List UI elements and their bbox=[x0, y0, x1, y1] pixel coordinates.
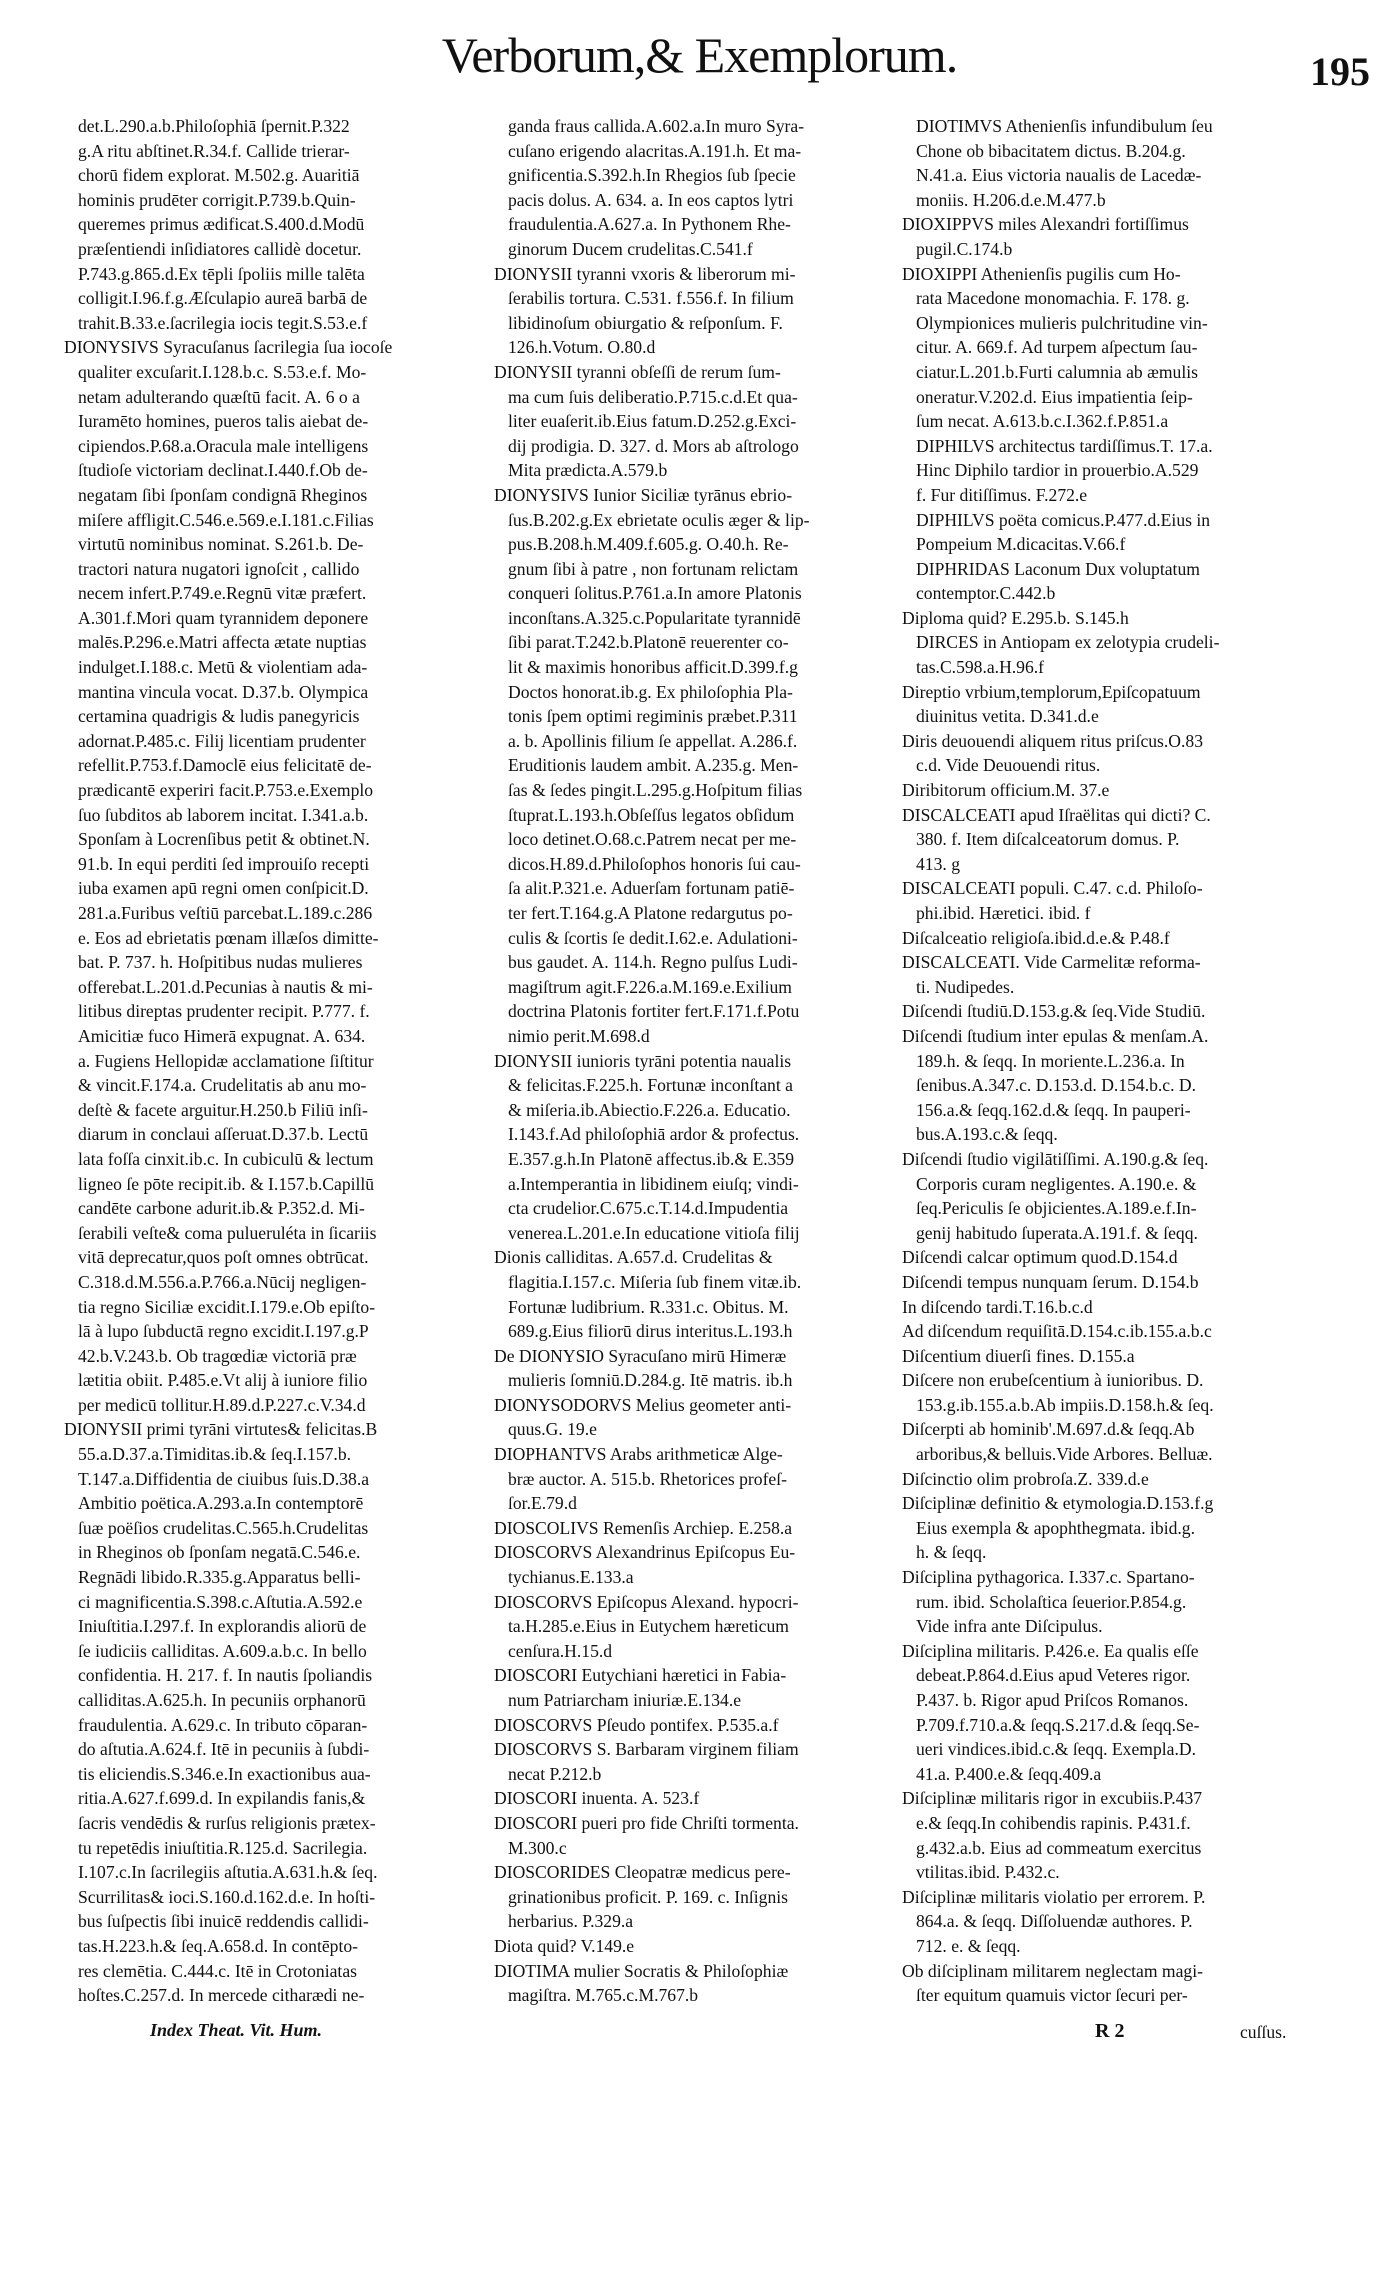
index-line: ſeq.Periculis ſe objicientes.A.189.e.f.In- bbox=[916, 1198, 1197, 1219]
index-line: g.432.a.b. Eius ad commeatum exercitus bbox=[916, 1837, 1202, 1858]
index-line: DIOTIMA mulier Socratis & Philoſophiæ bbox=[494, 1960, 789, 1981]
index-line: chorū fidem explorat. M.502.g. Auaritiā bbox=[78, 165, 360, 186]
index-line: rata Macedone monomachia. F. 178. g. bbox=[916, 288, 1190, 309]
index-line: ma cum ſuis deliberatio.P.715.c.d.Et qua- bbox=[508, 386, 798, 407]
index-line: DIOSCORIDES Cleopatræ medicus pere- bbox=[494, 1862, 791, 1883]
index-line: N.41.a. Eius victoria naualis de Lacedæ- bbox=[916, 165, 1202, 186]
index-line: iuba examen apū regni omen conſpicit.D. bbox=[78, 878, 369, 899]
index-line: mantina vincula vocat. D.37.b. Olympica bbox=[78, 681, 369, 702]
running-head-title: Verborum,& Exemplorum. bbox=[441, 27, 958, 83]
index-line: litibus direptas prudenter recipit. P.777. f. bbox=[78, 1001, 370, 1022]
index-line: inconſtans.A.325.c.Popularitate tyrannidē bbox=[508, 607, 801, 628]
catchword: cuſſus. bbox=[1240, 2022, 1287, 2042]
index-line: ginorum Ducem crudelitas.C.541.f bbox=[508, 238, 753, 259]
index-line: tu repetēdis iniuſtitia.R.125.d. Sacrilegia. bbox=[78, 1837, 368, 1858]
index-line: quus.G. 19.e bbox=[508, 1419, 597, 1440]
index-line: diarum in conclaui aſſeruat.D.37.b. Lectū bbox=[78, 1124, 369, 1145]
index-line: DIOSCORVS Alexandrinus Epiſcopus Eu- bbox=[494, 1542, 796, 1563]
index-line: lit & maximis honoribus afficit.D.399.f.g bbox=[508, 657, 798, 678]
index-line: qualiter excuſarit.I.128.b.c. S.53.e.f. Mo- bbox=[78, 361, 367, 382]
index-line: DIOTIMVS Athenienſis infundibulum ſeu bbox=[916, 116, 1213, 136]
index-line: tas.H.223.h.& ſeq.A.658.d. In contēpto- bbox=[78, 1935, 358, 1956]
index-line: Scurrilitas& ioci.S.160.d.162.d.e. In hoſti- bbox=[78, 1886, 376, 1907]
index-line: libidinoſum obiurgatio & reſponſum. F. bbox=[508, 312, 783, 333]
index-line: pugil.C.174.b bbox=[916, 238, 1013, 259]
index-line: arboribus,& belluis.Vide Arbores. Belluæ. bbox=[916, 1444, 1213, 1465]
index-line: bræ auctor. A. 515.b. Rhetorices profeſ- bbox=[508, 1468, 787, 1489]
index-line: e.& ſeqq.In cohibendis rapinis. P.431.f. bbox=[916, 1812, 1191, 1833]
index-line: Dionis calliditas. A.657.d. Crudelitas & bbox=[494, 1247, 773, 1268]
index-line: ritia.A.627.f.699.d. In expilandis fanis,& bbox=[78, 1788, 366, 1809]
index-line: ti. Nudipedes. bbox=[916, 976, 1015, 997]
index-line: oneratur.V.202.d. Eius impatientia ſeip- bbox=[916, 386, 1193, 407]
index-line: tis eliciendis.S.346.e.In exactionibus aua- bbox=[78, 1763, 371, 1784]
index-line: hoſtes.C.257.d. In mercede citharædi ne- bbox=[78, 1985, 365, 2006]
index-line: In diſcendo tardi.T.16.b.c.d bbox=[902, 1296, 1093, 1317]
index-line: Ad diſcendum requiſitā.D.154.c.ib.155.a.b.c bbox=[902, 1321, 1212, 1342]
index-line: Eius exempla & apophthegmata. ibid.g. bbox=[916, 1517, 1195, 1538]
index-line: DIOSCORVS Pſeudo pontifex. P.535.a.f bbox=[494, 1714, 779, 1735]
index-line: venerea.L.201.e.In educatione vitioſa filij bbox=[508, 1222, 800, 1243]
index-line: c.d. Vide Deuouendi ritus. bbox=[916, 755, 1101, 776]
index-line: rum. ibid. Scholaſtica ſeuerior.P.854.g. bbox=[916, 1591, 1187, 1612]
index-line: nimio perit.M.698.d bbox=[508, 1025, 650, 1046]
index-line: ligneo ſe pōte recipit.ib. & I.157.b.Capillū bbox=[78, 1173, 375, 1194]
index-line: Iniuſtitia.I.297.f. In explorandis aliorū de bbox=[78, 1616, 367, 1637]
index-line: Diſcendi ſtudium inter epulas & menſam.A. bbox=[902, 1025, 1209, 1046]
index-line: ſa alit.P.321.e. Aduerſam fortunam patiē- bbox=[508, 878, 795, 899]
index-line: DIOXIPPVS miles Alexandri fortiſſimus bbox=[902, 214, 1189, 235]
index-line: DISCALCEATI populi. C.47. c.d. Philoſo- bbox=[902, 878, 1203, 899]
index-line: 153.g.ib.155.a.b.Ab impiis.D.158.h.& ſeq. bbox=[916, 1394, 1214, 1415]
index-line: mulieris ſomniū.D.284.g. Itē matris. ib.h bbox=[508, 1370, 793, 1391]
index-line: præſentiendi inſidiatores callidè docetur. bbox=[78, 238, 362, 259]
index-line: Doctos honorat.ib.g. Ex philoſophia Pla- bbox=[508, 681, 793, 702]
index-line: lā à lupo ſubductā regno excidit.I.197.g.P bbox=[78, 1321, 369, 1342]
index-line: indulget.I.188.c. Metū & violentiam ada- bbox=[78, 657, 368, 678]
index-line: h. & ſeqq. bbox=[916, 1542, 987, 1563]
index-line: ſor.E.79.d bbox=[508, 1493, 577, 1514]
index-line: ciatur.L.201.b.Furti calumnia ab æmulis bbox=[916, 361, 1198, 382]
index-line: cenſura.H.15.d bbox=[508, 1640, 613, 1661]
index-line: I.107.c.In ſacrilegiis aſtutia.A.631.h.& ſeq. bbox=[78, 1862, 378, 1883]
index-line: Sponſam à Locrenſibus petit & obtinet.N. bbox=[78, 829, 370, 850]
index-line: I.143.f.Ad philoſophiā ardor & profectus. bbox=[508, 1124, 800, 1145]
index-line: refellit.P.753.f.Damoclē eius felicitatē de- bbox=[78, 755, 372, 776]
index-line: Corporis curam negligentes. A.190.e. & bbox=[916, 1173, 1197, 1194]
index-line: DIONYSIVS Syracuſanus ſacrilegia ſua iocoſe bbox=[64, 337, 393, 358]
index-line: ſerabili veſte& coma pulueruléta in ſicariis bbox=[78, 1222, 377, 1243]
page-number: 195 bbox=[1310, 49, 1370, 94]
index-line: & vincit.F.174.a. Crudelitatis ab anu mo- bbox=[78, 1075, 367, 1096]
index-line: ſe iudiciis calliditas. A.609.a.b.c. In bello bbox=[78, 1640, 367, 1661]
index-line: phi.ibid. Hæretici. ibid. f bbox=[916, 903, 1091, 923]
index-line: 281.a.Furibus veſtiū parcebat.L.189.c.286 bbox=[78, 903, 373, 923]
index-line: necem infert.P.749.e.Regnū vitæ præfert. bbox=[78, 583, 367, 604]
index-line: magiſtra. M.765.c.M.767.b bbox=[508, 1985, 699, 2006]
index-line: DIOXIPPI Athenienſis pugilis cum Ho- bbox=[902, 263, 1181, 284]
index-line: & felicitas.F.225.h. Fortunæ inconſtant a bbox=[508, 1075, 793, 1096]
index-line: DIOSCOLIVS Remenſis Archiep. E.258.a bbox=[494, 1517, 793, 1538]
index-line: ſuo ſubditos ab laborem incitat. I.341.a.b. bbox=[78, 804, 369, 825]
index-line: miſere affligit.C.546.e.569.e.I.181.c.Filias bbox=[78, 509, 374, 530]
signature-mark: R 2 bbox=[1095, 2020, 1125, 2042]
index-line: DIONYSII iunioris tyrāni potentia naualis bbox=[494, 1050, 792, 1071]
index-line: e. Eos ad ebrietatis pœnam illæſos dimitte- bbox=[78, 927, 379, 948]
index-line: Ob diſciplinam militarem neglectam magi- bbox=[902, 1960, 1203, 1981]
index-line: Diota quid? V.149.e bbox=[494, 1935, 635, 1956]
index-line: Diploma quid? E.295.b. S.145.h bbox=[902, 607, 1129, 628]
index-line: Diſcerpti ab hominib'.M.697.d.& ſeqq.Ab bbox=[902, 1419, 1195, 1440]
index-line: P.709.f.710.a.& ſeqq.S.217.d.& ſeqq.Se- bbox=[916, 1714, 1200, 1735]
index-line: ſerabilis tortura. C.531. f.556.f. In filium bbox=[508, 288, 794, 309]
index-line: ta.H.285.e.Eius in Eutychem hæreticum bbox=[508, 1616, 789, 1637]
index-line: vtilitas.ibid. P.432.c. bbox=[916, 1862, 1060, 1883]
index-column-middle bbox=[494, 114, 902, 2008]
index-line: ueri vindices.ibid.c.& ſeqq. Exempla.D. bbox=[916, 1739, 1196, 1760]
index-line: Ambitio poëtica.A.293.a.In contemptorē bbox=[78, 1493, 364, 1514]
index-line: DISCALCEATI apud Iſraëlitas qui dicti? C. bbox=[902, 804, 1211, 825]
index-line: 91.b. In equi perditi ſed improuiſo recepti bbox=[78, 853, 370, 874]
index-line: DIONYSIVS Iunior Siciliæ tyrānus ebrio- bbox=[494, 484, 793, 505]
index-line: flagitia.I.157.c. Miſeria ſub finem vitæ.ib. bbox=[508, 1271, 802, 1292]
index-line: necat P.212.b bbox=[508, 1763, 602, 1784]
index-line: Diſciplinæ militaris rigor in excubiis.P.437 bbox=[902, 1788, 1203, 1809]
index-line: citur. A. 669.f. Ad turpem aſpectum ſau- bbox=[916, 337, 1198, 358]
index-line: Diſciplina pythagorica. I.337.c. Spartano- bbox=[902, 1567, 1195, 1588]
index-line: Regnādi libido.R.335.g.Apparatus belli- bbox=[78, 1567, 361, 1588]
index-line: Diſcentium diuerſi fines. D.155.a bbox=[902, 1345, 1135, 1366]
index-line: ſibi parat.T.242.b.Platonē reuerenter co- bbox=[508, 632, 789, 653]
index-line: 413. g bbox=[916, 853, 960, 874]
index-line: f. Fur ditiſſimus. F.272.e bbox=[916, 484, 1088, 505]
index-line: Vide infra ante Diſcipulus. bbox=[916, 1616, 1103, 1637]
index-line: trahit.B.33.e.ſacrilegia iocis tegit.S.53.e.f bbox=[78, 312, 368, 333]
index-line: & miſeria.ib.Abiectio.F.226.a. Educatio. bbox=[508, 1099, 791, 1120]
index-line: P.437. b. Rigor apud Priſcos Romanos. bbox=[916, 1690, 1189, 1710]
index-line: ſum necat. A.613.b.c.I.362.f.P.851.a bbox=[916, 411, 1169, 432]
index-line: Diribitorum officium.M. 37.e bbox=[902, 780, 1110, 801]
index-line: Diſciplinæ definitio & etymologia.D.153.f.g bbox=[902, 1493, 1214, 1514]
index-line: Diſcinctio olim probroſa.Z. 339.d.e bbox=[902, 1468, 1149, 1489]
index-line: bus.A.193.c.& ſeqq. bbox=[916, 1124, 1058, 1145]
index-line: contemptor.C.442.b bbox=[916, 583, 1056, 604]
index-line: Chone ob bibacitatem dictus. B.204.g. bbox=[916, 140, 1186, 161]
index-line: pus.B.208.h.M.409.f.605.g. O.40.h. Re- bbox=[508, 534, 789, 555]
index-line: det.L.290.a.b.Philoſophiā ſpernit.P.322 bbox=[78, 116, 350, 136]
index-line: ſas & ſedes pingit.L.295.g.Hoſpitum filias bbox=[508, 780, 803, 801]
index-line: A.301.f.Mori quam tyrannidem deponere bbox=[78, 607, 369, 628]
index-line: candēte carbone adurit.ib.& P.352.d. Mi- bbox=[78, 1198, 365, 1219]
footer-title-catchword: Index Theat. Vit. Hum. bbox=[150, 2020, 323, 2040]
index-line: fraudulentia. A.629.c. In tributo cōparan- bbox=[78, 1714, 368, 1735]
index-line: 55.a.D.37.a.Timiditas.ib.& ſeq.I.157.b. bbox=[78, 1444, 352, 1465]
index-line: M.300.c bbox=[508, 1837, 567, 1858]
index-line: 42.b.V.243.b. Ob tragœdiæ victoriā præ bbox=[78, 1345, 357, 1366]
index-line: liter euaſerit.ib.Eius fatum.D.252.g.Exci- bbox=[508, 411, 797, 432]
index-line: tychianus.E.133.a bbox=[508, 1567, 634, 1588]
index-line: Diris deuouendi aliquem ritus priſcus.O.83 bbox=[902, 730, 1204, 751]
index-line: DIOSCORI inuenta. A. 523.f bbox=[494, 1788, 700, 1809]
index-line: 380. f. Item diſcalceatorum domus. P. bbox=[916, 829, 1180, 850]
index-line: Iuramēto homines, pueros talis aiebat de- bbox=[78, 411, 369, 432]
index-line: Diſcendi calcar optimum quod.D.154.d bbox=[902, 1247, 1178, 1268]
index-line: cta crudelior.C.675.c.T.14.d.Impudentia bbox=[508, 1198, 789, 1219]
index-line: bus ſuſpectis ſibi inuicē reddendis callidi- bbox=[78, 1911, 369, 1932]
index-line: ſus.B.202.g.Ex ebrietate oculis æger & lip- bbox=[508, 509, 810, 530]
index-line: Amicitiæ fuco Himerā expugnat. A. 634. bbox=[78, 1025, 366, 1046]
index-line: herbarius. P.329.a bbox=[508, 1911, 634, 1932]
index-line: DIOSCORI Eutychiani hæretici in Fabia- bbox=[494, 1665, 787, 1686]
index-line: tas.C.598.a.H.96.f bbox=[916, 657, 1045, 678]
index-line: deſtè & facete arguitur.H.250.b Filiū inſi- bbox=[78, 1099, 368, 1120]
index-line: DIPHILVS poëta comicus.P.477.d.Eius in bbox=[916, 509, 1211, 530]
index-line: DISCALCEATI. Vide Carmelitæ reforma- bbox=[902, 952, 1201, 973]
index-line: Fortunæ ludibrium. R.331.c. Obitus. M. bbox=[508, 1296, 789, 1317]
index-line: calliditas.A.625.h. In pecuniis orphanorū bbox=[78, 1690, 366, 1710]
index-line: magiſtrum agit.F.226.a.M.169.e.Exilium bbox=[508, 976, 792, 997]
index-line: 712. e. & ſeqq. bbox=[916, 1935, 1021, 1956]
index-line: genij habitudo ſuperata.A.191.f. & ſeqq. bbox=[916, 1222, 1198, 1243]
index-line: fraudulentia.A.627.a. In Pythonem Rhe- bbox=[508, 214, 791, 235]
index-line: hominis prudēter corrigit.P.739.b.Quin- bbox=[78, 189, 356, 210]
index-line: netam adulterando quæſtū facit. A. 6 o a bbox=[78, 386, 360, 407]
index-line: DIOPHANTVS Arabs arithmeticæ Alge- bbox=[494, 1444, 783, 1465]
index-line: conqueri ſolitus.P.761.a.In amore Platonis bbox=[508, 583, 802, 604]
index-line: bat. P. 737. h. Hoſpitibus nudas mulieres bbox=[78, 952, 363, 973]
index-line: cuſano erigendo alacritas.A.191.h. Et ma- bbox=[508, 140, 802, 161]
index-line: DIPHRIDAS Laconum Dux voluptatum bbox=[916, 558, 1200, 579]
index-line: ſtudioſe victoriam declinat.I.440.f.Ob de- bbox=[78, 460, 368, 481]
index-line: DIPHILVS architectus tardiſſimus.T. 17.a. bbox=[916, 435, 1213, 456]
index-line: a.Intemperantia in libidinem eiuſq; vindi- bbox=[508, 1173, 799, 1194]
index-column-left bbox=[64, 114, 462, 2008]
index-line: Diſcalceatio religioſa.ibid.d.e.& P.48.f bbox=[902, 927, 1170, 948]
index-line: DIOSCORI pueri pro fide Chriſti tormenta. bbox=[494, 1812, 799, 1833]
index-line: debeat.P.864.d.Eius apud Veteres rigor. bbox=[916, 1665, 1191, 1686]
index-line: gnificentia.S.392.h.In Rhegios ſub ſpecie bbox=[508, 165, 796, 186]
index-column-right bbox=[902, 114, 1326, 2008]
index-line: Diſcere non erubeſcentium à iunioribus. D. bbox=[902, 1370, 1204, 1391]
index-line: tractori natura nugatori ignoſcit , callido bbox=[78, 558, 360, 579]
index-line: confidentia. H. 217. f. In nautis ſpoliandis bbox=[78, 1665, 373, 1686]
index-line: 41.a. P.400.e.& ſeqq.409.a bbox=[916, 1763, 1102, 1784]
index-line: DIONYSII tyranni vxoris & liberorum mi- bbox=[494, 263, 796, 284]
index-line: 864.a. & ſeqq. Diſſoluendæ authores. P. bbox=[916, 1911, 1193, 1932]
index-line: 156.a.& ſeqq.162.d.& ſeqq. In pauperi- bbox=[916, 1099, 1191, 1120]
index-line: dicos.H.89.d.Philoſophos honoris ſui cau- bbox=[508, 853, 801, 874]
index-line: num Patriarcham iniuriæ.E.134.e bbox=[508, 1690, 742, 1710]
index-line: a. Fugiens Hellopidæ acclamatione ſiſtitur bbox=[78, 1050, 374, 1071]
index-line: 189.h. & ſeqq. In moriente.L.236.a. In bbox=[916, 1050, 1185, 1071]
index-line: dij prodigia. D. 327. d. Mors ab aſtrologo bbox=[508, 435, 799, 456]
index-line: ſacris vendēdis & rurſus religionis prætex- bbox=[78, 1812, 376, 1833]
index-line: DIOSCORVS Epiſcopus Alexand. hypocri- bbox=[494, 1591, 799, 1612]
index-line: queremes primus ædificat.S.400.d.Modū bbox=[78, 214, 365, 235]
index-line: in Rheginos ob ſponſam negatā.C.546.e. bbox=[78, 1542, 361, 1563]
index-line: Mita prædicta.A.579.b bbox=[508, 460, 668, 481]
index-line: diuinitus vetita. D.341.d.e bbox=[916, 706, 1099, 727]
index-line: vitā deprecatur,quos poſt omnes obtrūcat. bbox=[78, 1247, 369, 1268]
index-line: tia regno Siciliæ excidit.I.179.e.Ob epiſto- bbox=[78, 1296, 376, 1317]
index-line: Olympionices mulieris pulchritudine vin- bbox=[916, 312, 1208, 333]
index-line: DIONYSODORVS Melius geometer anti- bbox=[494, 1394, 792, 1415]
index-line: Diſciplina militaris. P.426.e. Ea qualis eſſe bbox=[902, 1640, 1199, 1661]
index-line: Direptio vrbium,templorum,Epiſcopatuum bbox=[902, 681, 1201, 702]
index-line: adornat.P.485.c. Filij licentiam prudenter bbox=[78, 730, 366, 751]
index-line: gnum ſibi à patre , non fortunam relictam bbox=[508, 558, 799, 579]
index-line: Diſcendi tempus nunquam ſerum. D.154.b bbox=[902, 1271, 1199, 1292]
index-line: C.318.d.M.556.a.P.766.a.Nūcij negligen- bbox=[78, 1271, 367, 1292]
index-line: Diſciplinæ militaris violatio per errorem. P. bbox=[902, 1886, 1206, 1907]
index-line: ganda fraus callida.A.602.a.In muro Syra- bbox=[508, 116, 805, 136]
index-line: negatam ſibi ſponſam condignā Rheginos bbox=[78, 484, 368, 505]
index-line: T.147.a.Diffidentia de ciuibus ſuis.D.38.a bbox=[78, 1468, 370, 1489]
index-line: g.A ritu abſtinet.R.34.f. Callide trierar- bbox=[78, 140, 350, 161]
index-line: Diſcendi ſtudiū.D.153.g.& ſeq.Vide Studiū. bbox=[902, 1001, 1206, 1022]
index-line: E.357.g.h.In Platonē affectus.ib.& E.359 bbox=[508, 1148, 795, 1169]
index-line: Hinc Diphilo tardior in prouerbio.A.529 bbox=[916, 460, 1199, 481]
index-line: pacis dolus. A. 634. a. In eos captos lytri bbox=[508, 189, 794, 210]
index-line: Pompeium M.dicacitas.V.66.f bbox=[916, 534, 1126, 555]
index-line: ſtuprat.L.193.h.Obſeſſus legatos obſidum bbox=[508, 804, 795, 825]
index-line: virtutū nominibus nominat. S.261.b. De- bbox=[78, 534, 364, 555]
index-line: DIONYSII tyranni obſeſſi de rerum ſum- bbox=[494, 361, 781, 382]
index-line: bus gaudet. A. 114.h. Regno pulſus Ludi- bbox=[508, 952, 798, 973]
index-line: lætitia obiit. P.485.e.Vt alij à iuniore filio bbox=[78, 1370, 368, 1391]
index-line: a. b. Apollinis filium ſe appellat. A.286.f. bbox=[508, 730, 798, 751]
index-line: doctrina Platonis fortiter fert.F.171.f.Potu bbox=[508, 1001, 800, 1022]
index-line: DIONYSII primi tyrāni virtutes& felicitas.B bbox=[64, 1419, 378, 1440]
index-line: Diſcendi ſtudio vigilātiſſimi. A.190.g.& ſeq. bbox=[902, 1148, 1209, 1169]
index-line: colligit.I.96.f.g.Æſculapio aureā barbā de bbox=[78, 288, 368, 309]
index-line: res clemētia. C.444.c. Itē in Crotoniatas bbox=[78, 1960, 357, 1981]
index-line: ſuæ poëſios crudelitas.C.565.h.Crudelitas bbox=[78, 1517, 369, 1538]
index-line: loco detinet.O.68.c.Patrem necat per me- bbox=[508, 829, 797, 850]
index-line: moniis. H.206.d.e.M.477.b bbox=[916, 189, 1106, 210]
index-line: cipiendos.P.68.a.Oracula male intelligens bbox=[78, 435, 369, 456]
index-line: offerebat.L.201.d.Pecunias à nautis & mi- bbox=[78, 976, 373, 997]
index-line: Eruditionis laudem ambit. A.235.g. Men- bbox=[508, 755, 799, 776]
index-line: prædicantē experiri facit.P.753.e.Exemplo bbox=[78, 780, 374, 801]
index-line: 689.g.Eius filiorū dirus interitus.L.193.h bbox=[508, 1321, 793, 1342]
index-line: DIRCES in Antiopam ex zelotypia crudeli- bbox=[916, 632, 1220, 653]
index-line: ſenibus.A.347.c. D.153.d. D.154.b.c. D. bbox=[916, 1075, 1197, 1096]
index-line: tonis ſpem optimi regiminis præbet.P.311 bbox=[508, 706, 798, 727]
index-line: lata foſſa cinxit.ib.c. In cubiculū & lectum bbox=[78, 1148, 374, 1169]
index-line: malēs.P.296.e.Matri affecta ætate nuptias bbox=[78, 632, 367, 653]
index-line: ter fert.T.164.g.A Platone redargutus po- bbox=[508, 903, 793, 923]
index-line: ci magnificentia.S.398.c.Aſtutia.A.592.e bbox=[78, 1591, 363, 1612]
index-line: grinationibus proficit. P. 169. c. Inſignis bbox=[508, 1886, 789, 1907]
index-line: do aſtutia.A.624.f. Itē in pecuniis à ſubdi- bbox=[78, 1739, 370, 1760]
index-line: culis & ſcortis ſe dedit.I.62.e. Adulationi- bbox=[508, 927, 798, 948]
index-line: DIOSCORVS S. Barbaram virginem filiam bbox=[494, 1739, 799, 1760]
index-line: P.743.g.865.d.Ex tēpli ſpoliis mille talēta bbox=[78, 263, 365, 284]
index-line: ſter equitum quamuis victor ſecuri per- bbox=[916, 1985, 1188, 2006]
index-line: 126.h.Votum. O.80.d bbox=[508, 337, 656, 358]
index-line: De DIONYSIO Syracuſano mirū Himeræ bbox=[494, 1345, 787, 1366]
index-line: certamina quadrigis & ludis panegyricis bbox=[78, 706, 360, 727]
index-line: per medicū tollitur.H.89.d.P.227.c.V.34.d bbox=[78, 1394, 366, 1415]
